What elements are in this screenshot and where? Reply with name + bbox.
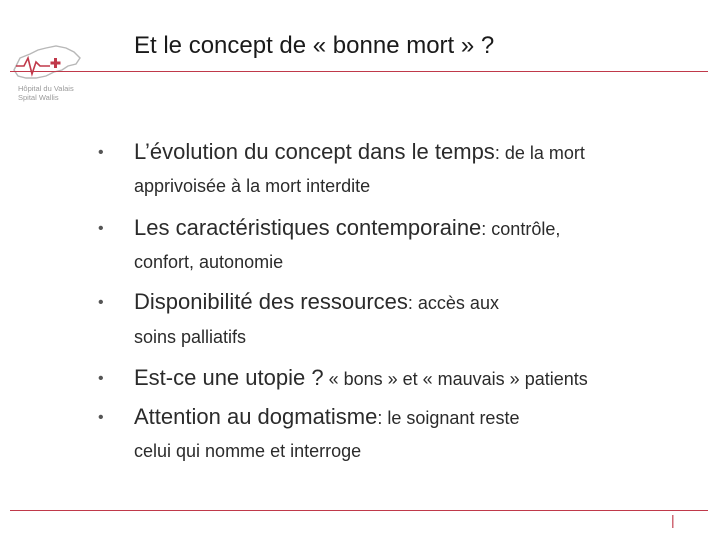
list-item-continuation: celui qui nomme et interroge — [134, 441, 362, 461]
bullet-icon: • — [98, 144, 104, 161]
list-item-rest: : de la mort — [494, 143, 585, 163]
list-item-lead: Est-ce une utopie ? — [134, 365, 324, 390]
list-item-lead: Disponibilité des ressources — [134, 289, 408, 314]
list-item-continuation: confort, autonomie — [134, 252, 284, 272]
list-item-lead: Les caractéristiques contemporaine — [134, 215, 482, 240]
list-item — [134, 289, 499, 315]
list-item-rest: : le soignant reste — [377, 408, 520, 428]
list-item — [134, 139, 585, 165]
logo-line-1: Hôpital du Valais — [18, 84, 74, 93]
page-marker: | — [671, 512, 675, 528]
logo-line-2: Spital Wallis — [18, 93, 59, 102]
list-item-rest: : contrôle, — [481, 219, 561, 239]
list-item-lead: Attention au dogmatisme — [134, 404, 378, 429]
footer-divider — [10, 510, 708, 511]
list-item — [134, 215, 560, 241]
bullet-icon: • — [98, 294, 104, 311]
valais-map-icon — [10, 40, 86, 86]
list-item-rest: : accès aux — [407, 293, 499, 313]
logo-text — [18, 84, 74, 102]
header-divider — [10, 71, 708, 72]
list-item-continuation: apprivoisée à la mort interdite — [134, 176, 371, 196]
hospital-logo — [10, 40, 86, 106]
list-item-rest: « bons » et « mauvais » patients — [323, 369, 588, 389]
bullet-icon: • — [98, 220, 104, 237]
list-item-lead: L’évolution du concept dans le temps — [134, 139, 495, 164]
bullet-icon: • — [98, 409, 104, 426]
list-item — [134, 404, 519, 430]
list-item — [134, 365, 588, 391]
bullet-icon: • — [98, 370, 104, 387]
slide-title: Et le concept de « bonne mort » ? — [134, 32, 495, 59]
list-item-continuation: soins palliatifs — [134, 327, 247, 347]
